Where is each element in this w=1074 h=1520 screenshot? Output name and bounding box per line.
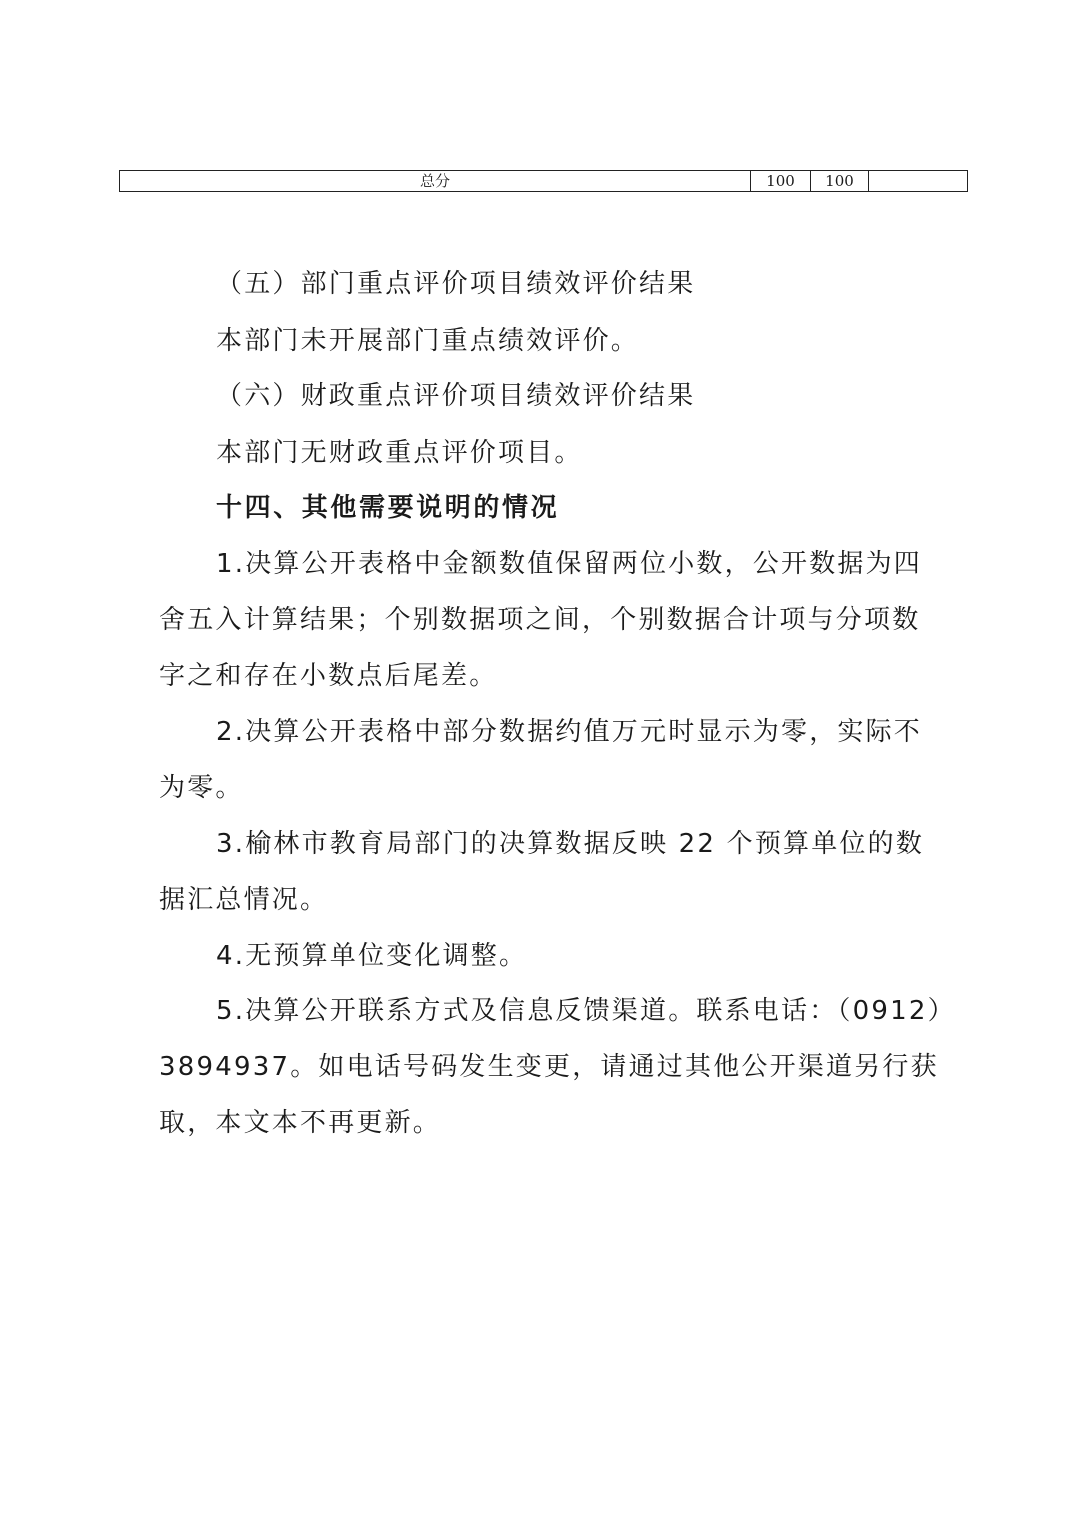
note-2-line-1: 2.决算公开表格中部分数据约值万元时显示为零，实际不 [216, 717, 923, 747]
note-1-line-1: 1.决算公开表格中金额数值保留两位小数，公开数据为四 [216, 549, 923, 579]
total-score-table [119, 170, 968, 192]
total-score-label: 总分 [120, 171, 751, 192]
note-5-line-2: 3894937。如电话号码发生变更，请通过其他公开渠道另行获 [159, 1052, 939, 1082]
total-score-remark [869, 171, 968, 192]
section-6-heading: （六）财政重点评价项目绩效评价结果 [216, 381, 696, 411]
total-score-value-2: 100 [811, 171, 869, 192]
note-2-line-2: 为零。 [159, 773, 244, 803]
note-1-line-3: 字之和存在小数点后尾差。 [159, 661, 498, 691]
total-score-value-1: 100 [751, 171, 811, 192]
note-5-line-3: 取，本文本不再更新。 [159, 1108, 442, 1138]
note-3-line-2: 据汇总情况。 [159, 885, 329, 915]
section-6-body: 本部门无财政重点评价项目。 [216, 438, 583, 468]
section-5-body: 本部门未开展部门重点绩效评价。 [216, 326, 640, 356]
note-4-line-1: 4.无预算单位变化调整。 [216, 941, 528, 971]
table-row [120, 171, 968, 192]
note-5-line-1: 5.决算公开联系方式及信息反馈渠道。联系电话：（0912） [216, 996, 956, 1026]
note-1-line-2: 舍五入计算结果；个别数据项之间，个别数据合计项与分项数 [159, 605, 921, 635]
section-5-heading: （五）部门重点评价项目绩效评价结果 [216, 269, 696, 299]
section-14-heading: 十四、其他需要说明的情况 [216, 493, 560, 523]
note-3-line-1: 3.榆林市教育局部门的决算数据反映 22 个预算单位的数 [216, 829, 925, 859]
